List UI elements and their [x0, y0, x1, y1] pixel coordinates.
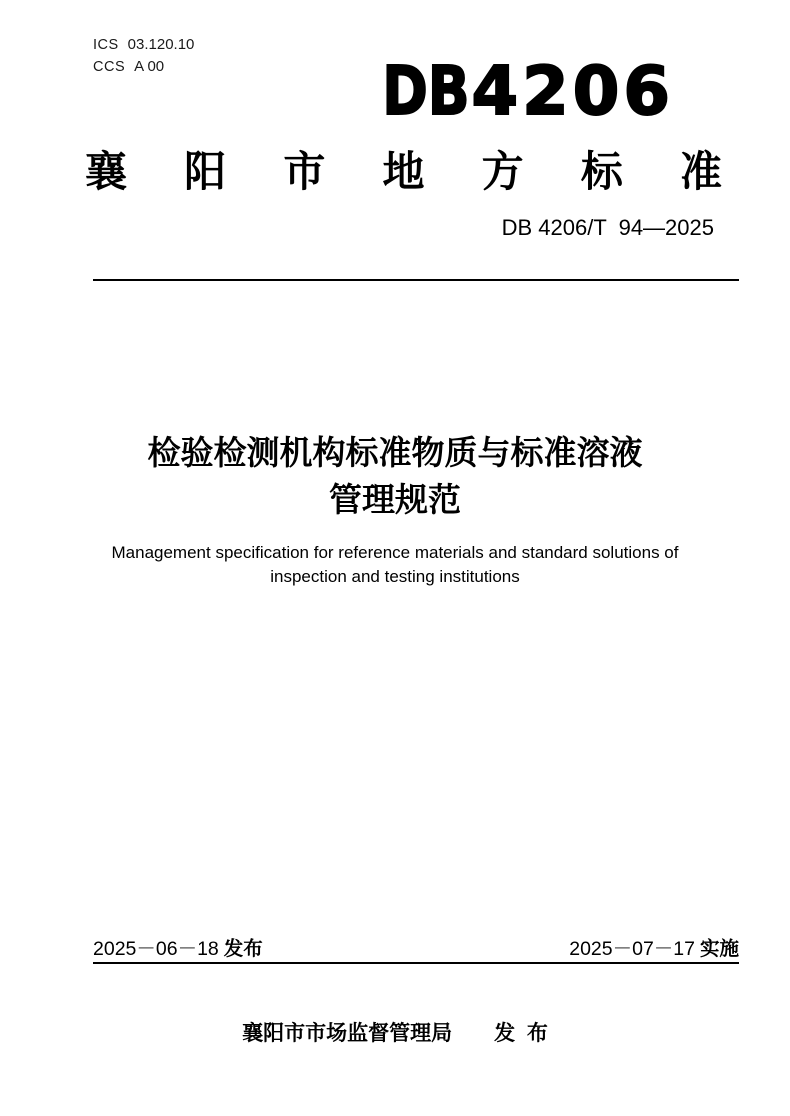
- ics-value: 03.120.10: [127, 36, 195, 53]
- dates-row: [93, 937, 739, 961]
- standard-type-title: 襄阳市地方标准: [85, 148, 722, 195]
- publisher-row: [0, 1020, 790, 1048]
- implementation-date-group: [569, 937, 739, 961]
- db-logo-prefix: DB: [382, 52, 470, 130]
- ccs-value: A 00: [134, 58, 165, 75]
- ccs-code-row: [93, 56, 194, 78]
- document-subtitle-line1: Management specification for reference materials and standard solutions of: [111, 543, 679, 562]
- document-title-line2: 管理规范: [329, 481, 461, 518]
- classification-codes: [93, 34, 194, 78]
- issue-date: 2025－06－18: [93, 938, 219, 960]
- publisher-name: 襄阳市市场监督管理局: [242, 1022, 453, 1045]
- issue-label: 发布: [223, 938, 263, 960]
- ccs-label: CCS: [93, 59, 126, 75]
- ics-label: ICS: [93, 37, 119, 53]
- standard-number: DB 4206/T 94—2025: [501, 215, 714, 240]
- implementation-date: 2025－07－17: [569, 938, 695, 960]
- db-logo-number: 4206: [471, 52, 674, 130]
- issue-date-group: [93, 937, 263, 961]
- publish-label: 发 布: [494, 1022, 548, 1045]
- document-subtitle-english: [0, 541, 790, 589]
- implementation-label: 实施: [699, 938, 739, 960]
- db-standard-logo: [363, 52, 674, 130]
- document-title-line1: 检验检测机构标准物质与标准溶液: [147, 434, 643, 471]
- footer-divider-line: [93, 962, 739, 964]
- document-subtitle-line2: inspection and testing institutions: [270, 567, 520, 586]
- ics-code-row: [93, 34, 194, 56]
- document-title: [0, 429, 790, 523]
- header-divider-line: [93, 279, 739, 281]
